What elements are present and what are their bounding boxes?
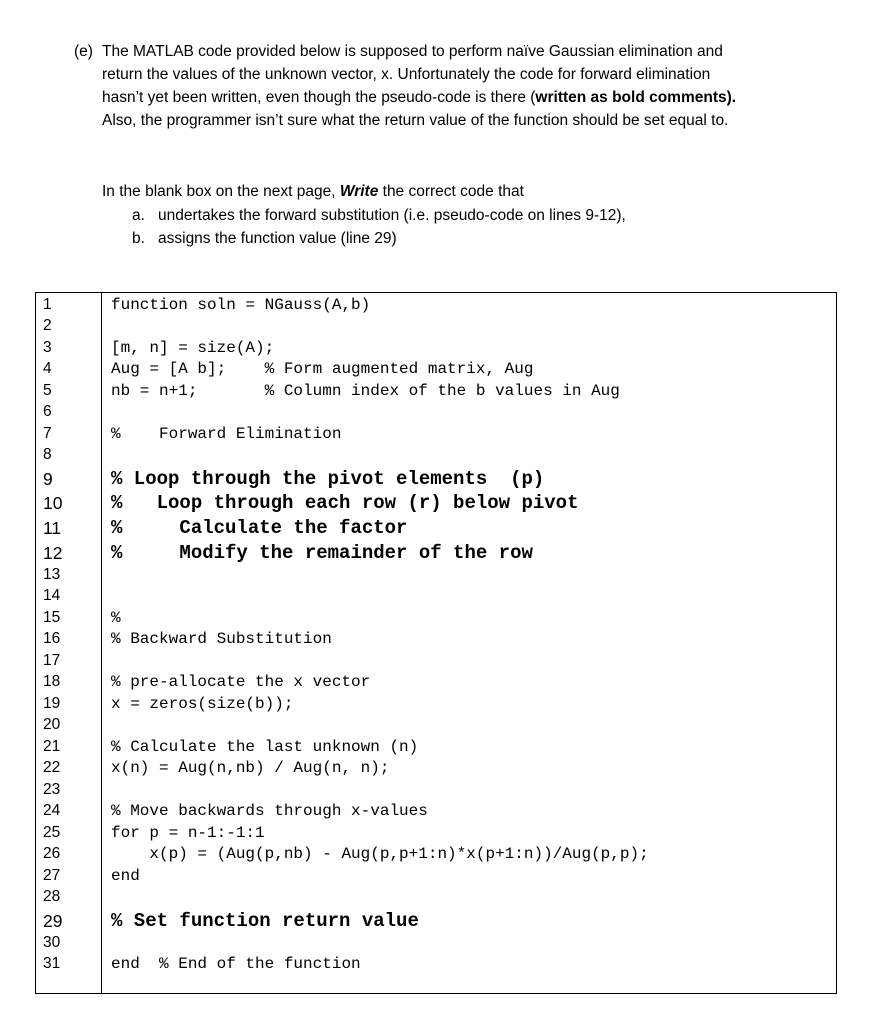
line-number: 1 bbox=[43, 296, 52, 313]
code-line: % Set function return value bbox=[111, 910, 419, 932]
code-line: end bbox=[111, 867, 140, 885]
code-line: % Forward Elimination bbox=[111, 425, 342, 443]
para-line-3-text: hasn’t yet been written, even though the pseudo-code is there ( bbox=[102, 89, 536, 106]
line-number: 22 bbox=[43, 759, 61, 776]
code-divider bbox=[101, 293, 102, 993]
instr-before: In the blank box on the next page, bbox=[102, 183, 340, 200]
instructions bbox=[102, 180, 524, 203]
code-line: function soln = NGauss(A,b) bbox=[111, 296, 371, 314]
line-number: 10 bbox=[43, 493, 63, 513]
code-line: [m, n] = size(A); bbox=[111, 339, 275, 357]
code-line: % Move backwards through x-values bbox=[111, 802, 428, 820]
line-number: 27 bbox=[43, 867, 61, 884]
line-number: 15 bbox=[43, 609, 61, 626]
instr-emphasis: Write bbox=[339, 183, 379, 200]
line-number: 26 bbox=[43, 845, 61, 862]
line-number: 4 bbox=[43, 360, 52, 377]
line-number: 31 bbox=[43, 955, 61, 972]
sub-item-b-text: assigns the function value (line 29) bbox=[158, 230, 397, 247]
code-line: % Loop through the pivot elements (p) bbox=[111, 468, 545, 490]
line-number: 12 bbox=[43, 543, 63, 563]
code-line: % bbox=[111, 609, 121, 627]
line-number: 13 bbox=[43, 566, 61, 583]
question-paragraph bbox=[102, 40, 842, 132]
code-line: end % End of the function bbox=[111, 955, 361, 973]
line-number: 25 bbox=[43, 824, 61, 841]
code-line: % Modify the remainder of the row bbox=[111, 542, 533, 564]
line-number: 29 bbox=[43, 911, 63, 931]
code-line: % Calculate the last unknown (n) bbox=[111, 738, 419, 756]
line-number: 28 bbox=[43, 888, 61, 905]
line-number: 11 bbox=[43, 518, 62, 538]
line-number: 14 bbox=[43, 587, 61, 604]
sub-item-a-text: undertakes the forward substitution (i.e. pseudo-code on lines 9-12), bbox=[158, 207, 626, 224]
code-line: x(n) = Aug(n,nb) / Aug(n, n); bbox=[111, 759, 390, 777]
line-number: 24 bbox=[43, 802, 61, 819]
code-listing bbox=[35, 292, 837, 994]
line-number: 8 bbox=[43, 446, 52, 463]
code-line: Aug = [A b]; % Form augmented matrix, Aug bbox=[111, 360, 534, 378]
para-line-2: return the values of the unknown vector, x. Unfortunately the code for forward elimination bbox=[102, 66, 711, 83]
line-number: 6 bbox=[43, 403, 52, 420]
line-number: 21 bbox=[43, 738, 61, 755]
sub-item-b-label: b. bbox=[132, 230, 145, 247]
code-line: % Calculate the factor bbox=[111, 517, 408, 539]
line-number: 3 bbox=[43, 339, 52, 356]
line-number: 17 bbox=[43, 652, 61, 669]
line-number: 7 bbox=[43, 425, 52, 442]
para-line-1: The MATLAB code provided below is supposed to perform naïve Gaussian elimination and bbox=[102, 43, 723, 60]
para-line-3 bbox=[102, 86, 842, 109]
line-number: 19 bbox=[43, 695, 61, 712]
sub-item-a-label: a. bbox=[132, 207, 145, 224]
code-line: % Backward Substitution bbox=[111, 630, 332, 648]
line-number: 23 bbox=[43, 781, 61, 798]
line-number: 18 bbox=[43, 673, 61, 690]
line-number: 20 bbox=[43, 716, 61, 733]
line-number: 5 bbox=[43, 382, 52, 399]
line-number: 9 bbox=[43, 469, 53, 489]
line-number: 16 bbox=[43, 630, 61, 647]
line-number: 2 bbox=[43, 317, 52, 334]
code-line: nb = n+1; % Column index of the b values in Aug bbox=[111, 382, 620, 400]
code-line: x(p) = (Aug(p,nb) - Aug(p,p+1:n)*x(p+1:n))/Aug(p,p); bbox=[111, 845, 649, 863]
code-line: for p = n-1:-1:1 bbox=[111, 824, 265, 842]
para-line-4: Also, the programmer isn’t sure what the return value of the function should be set equal to. bbox=[102, 112, 729, 129]
line-number: 30 bbox=[43, 934, 61, 951]
instr-after: the correct code that bbox=[378, 183, 524, 200]
code-line: % Loop through each row (r) below pivot bbox=[111, 492, 579, 514]
para-line-3-bold: written as bold comments). bbox=[535, 89, 737, 106]
question-label: (e) bbox=[74, 43, 93, 60]
code-line: x = zeros(size(b)); bbox=[111, 695, 294, 713]
code-line: % pre-allocate the x vector bbox=[111, 673, 371, 691]
